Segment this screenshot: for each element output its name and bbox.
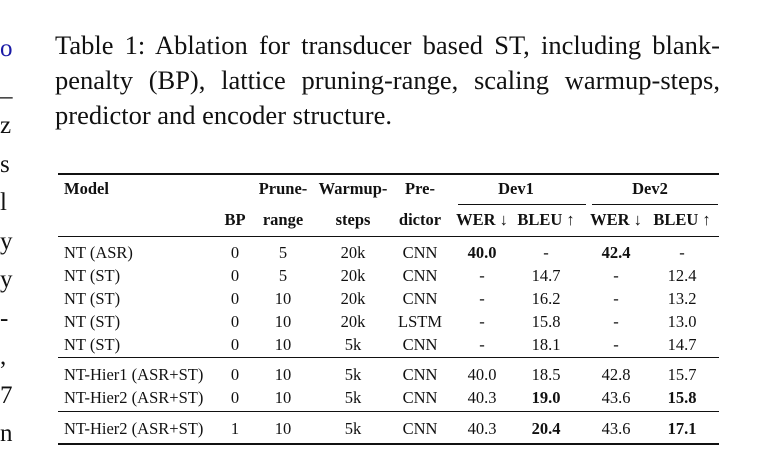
cell-warmup: 5k [344,335,362,354]
cell-bleu1: 19.0 [531,388,561,407]
cell-model: NT (ASR) [64,243,133,262]
bottom-rule [58,443,719,445]
margin-fragment: y [0,227,13,255]
cell-bleu2: - [679,243,685,262]
cell-model: NT (ST) [64,266,121,285]
top-rule [58,173,719,175]
header-bleu-dev2: BLEU ↑ [653,210,711,229]
header-dictor: dictor [398,210,442,229]
header-prune: Prune- [258,179,308,198]
cell-wer1: 40.0 [467,243,497,262]
header-predictor: Pre- [405,179,435,198]
cell-bleu1: 14.7 [531,266,561,285]
cell-bleu1: 15.8 [531,312,561,331]
cell-warmup: 20k [340,266,366,285]
header-steps: steps [335,210,371,229]
cell-bleu2: 14.7 [667,335,697,354]
cell-bleu2: 15.8 [667,388,697,407]
margin-fragment: n [0,420,13,447]
cell-warmup: 5k [344,388,362,407]
cell-wer2: - [613,289,619,308]
group-rule-2 [58,411,719,412]
cell-wer1: - [479,312,485,331]
header-bp: BP [224,210,246,229]
cell-pred: CNN [402,243,438,262]
margin-fragment: o [0,35,13,62]
cell-bleu2: 15.7 [667,365,697,384]
cell-prune: 5 [278,266,288,285]
cell-model: NT-Hier2 (ASR+ST) [64,419,204,438]
cell-bp: 1 [230,419,240,438]
cell-wer1: - [479,335,485,354]
cell-wer1: 40.0 [467,365,497,384]
margin-fragment: l [0,189,7,216]
dev1-underline [458,204,586,205]
cell-bleu1: - [543,243,549,262]
cell-bleu1: 18.5 [531,365,561,384]
cell-prune: 10 [274,335,292,354]
cell-bleu1: 20.4 [531,419,561,438]
margin-fragment: 7 [0,381,13,409]
header-bleu-dev1: BLEU ↑ [517,210,575,229]
cell-wer1: 40.3 [467,419,497,438]
cell-bp: 0 [230,365,240,384]
group-rule-1 [58,357,719,358]
header-model: Model [64,179,109,198]
margin-fragment: s [0,150,10,178]
header-wer-dev2: WER ↓ [590,210,642,229]
header-rule [58,236,719,237]
cell-bleu2: 13.0 [667,312,697,331]
cell-pred: CNN [402,419,438,438]
cell-wer2: 42.8 [601,365,631,384]
header-dev2: Dev2 [632,179,668,198]
left-column-fragments [0,30,22,470]
cell-wer2: - [613,266,619,285]
cell-wer1: - [479,289,485,308]
margin-fragment: - [0,304,9,332]
margin-fragment: , [0,343,7,370]
cell-prune: 5 [278,243,288,262]
header-warmup: Warmup- [318,179,388,198]
table-caption: Table 1: Ablation for transducer based ST, including blank-penalty (BP), lattice pruning-range, scaling warmup-steps, predictor and encoder structure. [55,30,720,130]
cell-bleu2: 17.1 [667,419,697,438]
dev2-underline [592,204,718,205]
margin-fragment: y [0,266,13,293]
cell-wer1: - [479,266,485,285]
header-wer-dev1: WER ↓ [456,210,508,229]
cell-pred: LSTM [397,312,443,331]
cell-bp: 0 [230,335,240,354]
cell-warmup: 20k [340,312,366,331]
cell-pred: CNN [402,388,438,407]
header-dev1: Dev1 [498,179,534,198]
cell-bleu2: 13.2 [667,289,697,308]
cell-pred: CNN [402,365,438,384]
cell-bp: 0 [230,289,240,308]
cell-wer2: - [613,312,619,331]
cell-bp: 0 [230,266,240,285]
cell-prune: 10 [274,419,292,438]
cell-bleu1: 16.2 [531,289,561,308]
cell-prune: 10 [274,289,292,308]
margin-fragment: _ [0,73,13,101]
cell-wer2: - [613,335,619,354]
cell-model: NT (ST) [64,289,121,308]
cell-bp: 0 [230,388,240,407]
cell-model: NT-Hier2 (ASR+ST) [64,388,204,407]
cell-wer1: 40.3 [467,388,497,407]
margin-fragment: z [0,112,12,139]
cell-wer2: 43.6 [601,388,631,407]
header-range: range [262,210,304,229]
cell-pred: CNN [402,335,438,354]
cell-pred: CNN [402,266,438,285]
cell-bp: 0 [230,312,240,331]
cell-prune: 10 [274,312,292,331]
cell-model: NT-Hier1 (ASR+ST) [64,365,204,384]
cell-prune: 10 [274,388,292,407]
cell-warmup: 20k [340,289,366,308]
cell-bp: 0 [230,243,240,262]
cell-wer2: 43.6 [601,419,631,438]
cell-bleu1: 18.1 [531,335,561,354]
cell-prune: 10 [274,365,292,384]
cell-warmup: 20k [340,243,366,262]
cell-warmup: 5k [344,365,362,384]
cell-model: NT (ST) [64,335,121,354]
cell-wer2: 42.4 [601,243,631,262]
cell-pred: CNN [402,289,438,308]
cell-bleu2: 12.4 [667,266,697,285]
cell-model: NT (ST) [64,312,121,331]
cell-warmup: 5k [344,419,362,438]
